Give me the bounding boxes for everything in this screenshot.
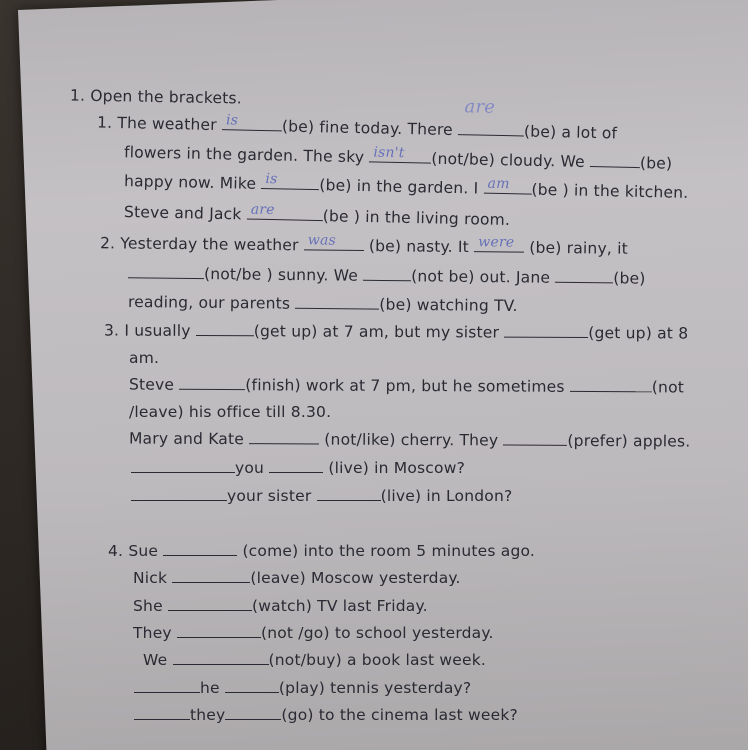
ex1-text: (be) in the garden. I xyxy=(319,176,479,198)
handwritten-answer: is xyxy=(265,171,278,188)
ex4-number: 4. xyxy=(108,542,124,560)
ex4-row-2 xyxy=(133,568,461,587)
task-number: 1. xyxy=(69,86,86,105)
answer-blank[interactable] xyxy=(225,705,281,720)
ex4-text: they xyxy=(190,706,226,724)
answer-blank[interactable] xyxy=(196,321,254,336)
answer-blank[interactable] xyxy=(504,323,588,338)
ex4-text: (not /go) to school yesterday. xyxy=(260,624,494,642)
ex3-text: (finish) work at 7 pm, but he sometimes xyxy=(245,376,565,396)
ex3-text: you xyxy=(235,459,265,477)
ex1-text: flowers in the garden. The sky xyxy=(123,143,365,167)
ex4-row-5 xyxy=(143,650,486,669)
answer-blank[interactable] xyxy=(317,486,381,501)
task-title: Open the brackets. xyxy=(90,86,243,108)
ex2-line-3 xyxy=(128,292,518,315)
ex3-text: (get up) at 8 xyxy=(588,324,689,343)
ex3-text: (live) in Moscow? xyxy=(328,459,466,477)
ex2-text: (be) rainy, it xyxy=(529,238,628,258)
ex2-text: (be) nasty. It xyxy=(368,237,470,257)
handwritten-answer: isn't xyxy=(373,144,405,162)
ex1-text: (be) xyxy=(639,154,673,173)
ex1-number: 1. xyxy=(96,113,113,132)
ex4-text: They xyxy=(133,624,172,642)
ex4-row-7 xyxy=(134,705,518,724)
ex3-text: I usually xyxy=(124,321,191,340)
answer-blank[interactable] xyxy=(134,678,200,693)
ex3-line-6 xyxy=(131,458,465,477)
ex2-text: reading, our parents xyxy=(127,292,291,313)
answer-blank[interactable] xyxy=(131,458,235,473)
handwritten-answer: were xyxy=(478,234,515,251)
ex4-text: She xyxy=(133,597,163,615)
ex3-text: (not xyxy=(651,378,685,397)
answer-blank[interactable] xyxy=(503,430,567,445)
answer-blank[interactable] xyxy=(134,705,190,720)
ex4-text: (come) into the room 5 minutes ago. xyxy=(242,542,536,560)
answer-blank[interactable] xyxy=(173,650,269,665)
answer-blank[interactable] xyxy=(177,623,261,638)
ex2-line-1 xyxy=(100,233,628,258)
answer-blank[interactable] xyxy=(163,541,237,556)
answer-blank[interactable] xyxy=(179,375,245,390)
answer-blank[interactable] xyxy=(304,232,364,251)
answer-blank[interactable] xyxy=(172,568,250,583)
ex3-line-2: am. xyxy=(129,349,160,367)
answer-blank[interactable] xyxy=(295,294,379,310)
answer-blank[interactable] xyxy=(369,144,431,163)
ex4-text: (leave) Moscow yesterday. xyxy=(250,569,461,587)
ex1-line-3 xyxy=(124,171,689,202)
answer-blank[interactable] xyxy=(222,112,282,131)
ex2-text: (not be) out. Jane xyxy=(411,267,551,287)
ex3-text: (not/like) cherry. They xyxy=(324,430,499,450)
ex3-text: Mary and Kate xyxy=(128,429,245,449)
ex4-text: Nick xyxy=(133,569,168,587)
answer-blank[interactable] xyxy=(483,175,531,195)
ex2-line-2 xyxy=(128,263,646,287)
answer-blank[interactable] xyxy=(247,201,323,222)
answer-blank[interactable] xyxy=(249,429,319,444)
ex1-text: (be) fine today. There xyxy=(281,117,454,140)
answer-blank[interactable] xyxy=(261,171,319,190)
ex4-text: he xyxy=(200,679,220,697)
answer-blank[interactable] xyxy=(225,678,279,693)
ex3-text: (prefer) apples. xyxy=(567,431,691,451)
ex3-line-4: /leave) his office till 8.30. xyxy=(129,403,332,421)
handwritten-answer: are xyxy=(250,201,275,219)
ex3-text: Steve xyxy=(128,375,175,394)
answer-blank[interactable] xyxy=(458,96,524,136)
handwritten-answer: am xyxy=(487,175,510,193)
task-heading xyxy=(70,87,242,108)
answer-blank[interactable] xyxy=(363,266,411,282)
handwritten-answer: was xyxy=(307,232,337,249)
ex4-text: Sue xyxy=(128,542,159,560)
ex1-text: (be ) in the living room. xyxy=(322,207,511,230)
handwritten-answer: is xyxy=(225,112,239,129)
ex2-number: 2. xyxy=(99,234,116,253)
ex3-text: your sister xyxy=(227,487,312,505)
ex3-line-3 xyxy=(129,375,684,397)
ex4-row-6 xyxy=(134,678,471,697)
ex4-row-4 xyxy=(133,623,494,642)
ex4-text: (play) tennis yesterday? xyxy=(278,679,472,697)
ex1-text: happy now. Mike xyxy=(123,172,257,193)
ex4-text: (watch) TV last Friday. xyxy=(251,597,428,615)
answer-blank[interactable] xyxy=(131,486,227,501)
ex4-row-3 xyxy=(133,596,428,615)
ex3-line-1 xyxy=(104,320,688,342)
answer-blank[interactable] xyxy=(474,234,524,253)
handwritten-answer: are xyxy=(464,96,496,118)
ex2-text: Yesterday the weather xyxy=(120,234,299,255)
ex3-text: (live) in London? xyxy=(380,487,513,505)
ex1-text: Steve and Jack xyxy=(123,202,242,224)
ex2-text: (be) xyxy=(613,269,646,288)
ex3-line-5 xyxy=(129,429,691,451)
ex2-text: (not/be ) sunny. We xyxy=(203,265,359,285)
ex1-text: The weather xyxy=(117,113,218,135)
ex1-line-2 xyxy=(124,142,673,172)
ex1-text: (be) a lot of xyxy=(523,122,618,143)
ex4-text: (not/buy) a book last week. xyxy=(268,651,487,669)
ex4-text: We xyxy=(143,651,168,669)
answer-blank[interactable] xyxy=(555,268,613,284)
ex1-text: (not/be) cloudy. We xyxy=(431,149,586,171)
ex1-line-4 xyxy=(124,202,510,229)
answer-blank[interactable] xyxy=(590,152,640,168)
answer-blank[interactable] xyxy=(269,458,323,473)
ex3-line-7 xyxy=(131,486,512,505)
answer-blank[interactable] xyxy=(128,263,204,279)
ex2-text: (be) watching TV. xyxy=(379,295,518,316)
ex1-text: (be ) in the kitchen. xyxy=(531,180,689,202)
answer-blank[interactable] xyxy=(570,377,652,392)
ex4-text: (go) to the cinema last week? xyxy=(281,706,518,724)
ex3-text: (get up) at 7 am, but my sister xyxy=(253,322,500,342)
answer-blank[interactable] xyxy=(168,596,252,611)
ex4-row-1 xyxy=(108,541,535,560)
ex3-number: 3. xyxy=(103,321,120,340)
